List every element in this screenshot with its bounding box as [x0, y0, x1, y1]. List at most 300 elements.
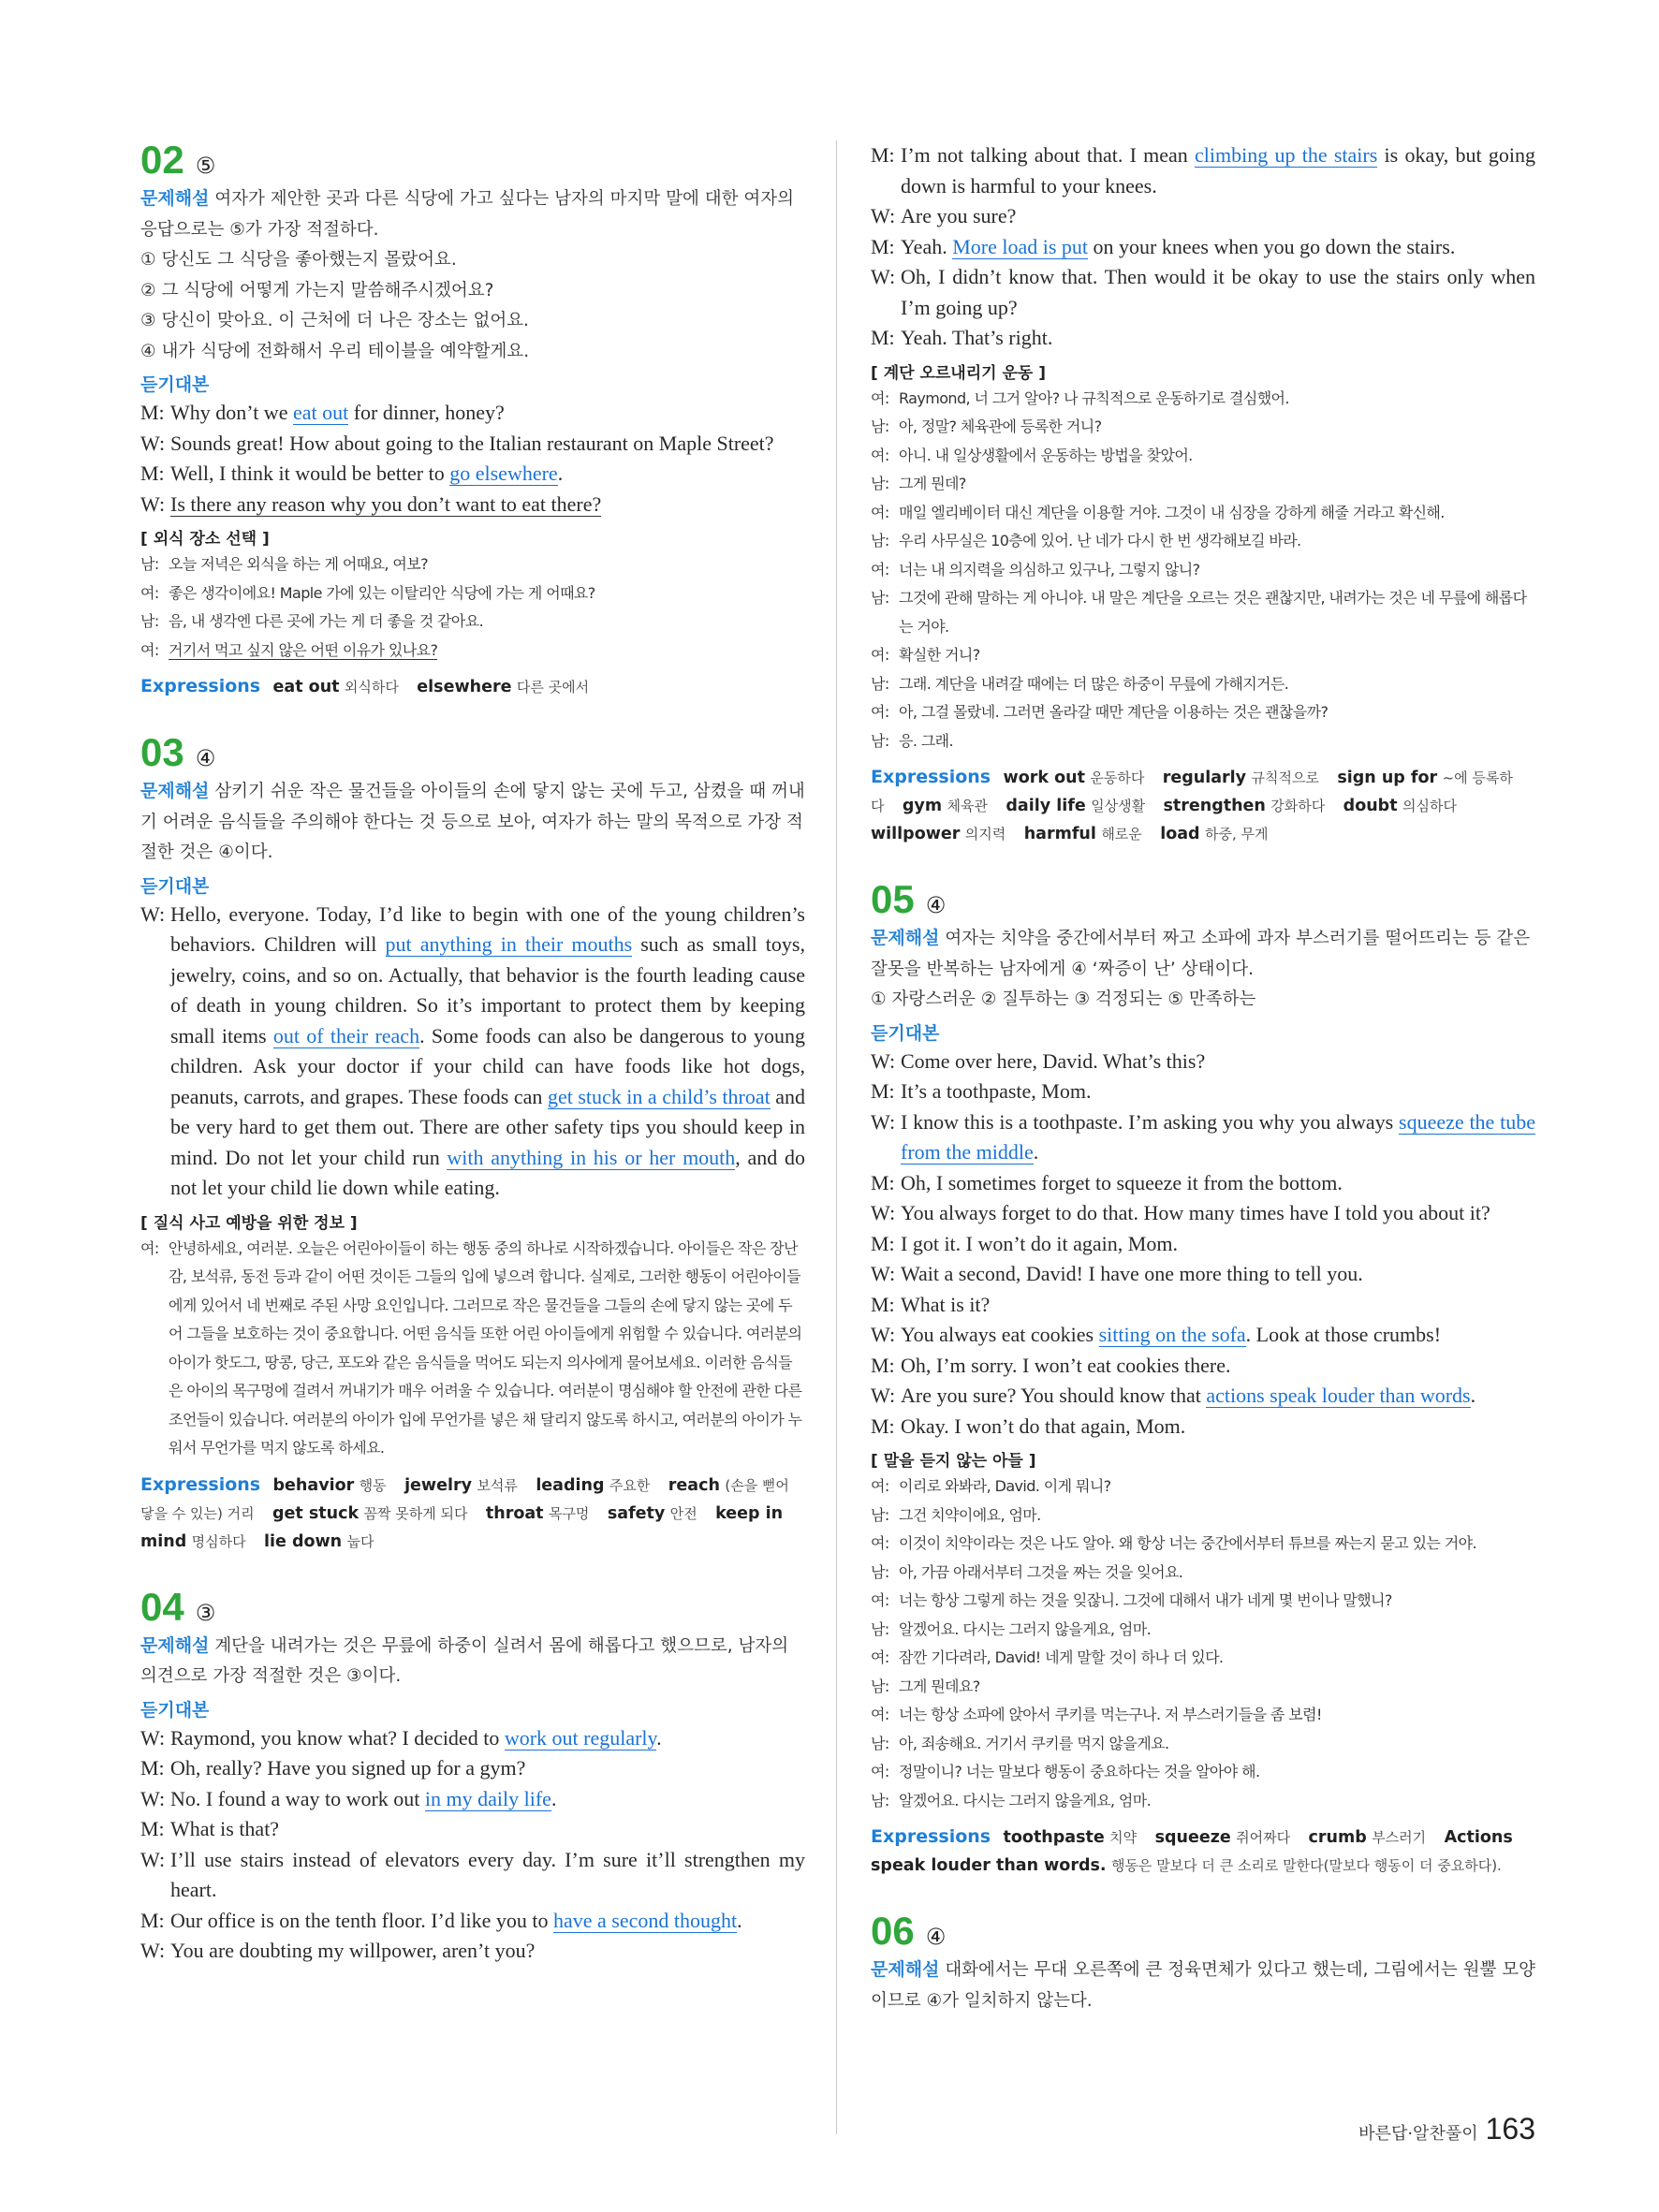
translation-text: 응. 그래. — [899, 731, 954, 750]
line-text: It’s a toothpaste, Mom. — [901, 1079, 1092, 1103]
speaker: W: — [871, 204, 896, 227]
question-header — [140, 730, 805, 774]
translation-line — [871, 499, 1535, 528]
line-text: . — [557, 461, 564, 485]
speaker: 남: — [871, 1791, 889, 1809]
answer-underline: 거기서 먹고 싶지 않은 어떤 이유가 있나요? — [169, 640, 438, 659]
line-text: is okay, but going down is harmful to your knees. — [901, 143, 1536, 198]
answer-mark: ④ — [925, 892, 947, 918]
line-text: , and do not let your child lie down while eating. — [170, 1145, 806, 1199]
translation-line — [871, 527, 1535, 556]
expr-word: doubt — [1343, 797, 1398, 815]
dialogue-line — [140, 1814, 805, 1845]
line-text: Are you sure? You should know that — [901, 1384, 1207, 1407]
expr-word: elsewhere — [417, 678, 512, 696]
speaker: M: — [871, 1079, 895, 1103]
speaker: 여: — [871, 1477, 889, 1495]
dialogue-line — [871, 232, 1535, 263]
answer-mark: ④ — [925, 1924, 947, 1950]
highlight-phrase: eat out — [292, 401, 349, 424]
question-header — [871, 1909, 1535, 1953]
translation-text: 음, 내 생각엔 다른 곳에 가는 게 더 좋을 것 같아요. — [169, 612, 484, 630]
translation-line — [140, 1235, 805, 1463]
question-number: 05 — [871, 877, 915, 921]
section-title: [ 계단 오르내리기 운동 ] — [871, 363, 1047, 383]
expr-meaning: 의심하다 — [1402, 798, 1457, 814]
expr-word: throat — [485, 1503, 544, 1523]
expr-word: safety — [607, 1503, 666, 1523]
line-text: You always eat cookies — [901, 1323, 1099, 1346]
expr-word: behavior — [272, 1475, 355, 1495]
explanation-text: 계단을 내려가는 것은 무릎에 하중이 실려서 몸에 해롭다고 했으므로, 남자의 의견으로 가장 적절한 것은 ③이다. — [140, 1635, 789, 1686]
line-text: Oh, I’m sorry. I won’t eat cookies there. — [901, 1353, 1231, 1377]
line-text: What is that? — [170, 1817, 280, 1840]
speaker: 남: — [871, 417, 889, 435]
translation-text: 아니. 내 일상생활에서 운동하는 방법을 찾았어. — [899, 446, 1193, 464]
highlight-phrase: have a second thought — [552, 1908, 738, 1932]
dialogue-line — [140, 1936, 805, 1967]
question-06 — [871, 1909, 1535, 2016]
expr-meaning: 일상생활 — [1091, 798, 1146, 814]
expr-word: keep in mind — [140, 1503, 784, 1551]
speaker: 남: — [871, 1562, 889, 1581]
dialogue-line — [871, 1107, 1535, 1168]
speaker: M: — [871, 1292, 895, 1316]
line-text: Oh, I didn’t know that. Then would it be okay to use the stairs only when I’m going up? — [901, 265, 1535, 319]
dialogue-line — [140, 490, 805, 520]
dialogue-line — [140, 1723, 805, 1754]
explanation — [140, 776, 805, 869]
page-number: 163 — [1485, 2112, 1535, 2146]
explanation-label: 문제해설 — [871, 1959, 940, 1980]
translation-line — [871, 641, 1535, 670]
expr-meaning: 눕다 — [346, 1532, 374, 1550]
dialogue-line — [871, 1290, 1535, 1321]
dialogue-line — [871, 1381, 1535, 1412]
line-text: Why don’t we — [170, 401, 293, 424]
dialogue-line — [871, 1412, 1535, 1443]
speaker: M: — [140, 461, 165, 485]
answer-mark: ④ — [195, 745, 216, 771]
question-03 — [140, 730, 806, 1556]
question-number: 03 — [140, 730, 184, 774]
speaker: 남: — [871, 1619, 889, 1638]
section-title: [ 질식 사고 예방을 위한 정보 ] — [140, 1213, 358, 1233]
translation-text: 너는 항상 그렇게 하는 것을 잊잖니. 그것에 대해서 내가 네게 몇 번이나 말했니? — [899, 1591, 1392, 1609]
answer-mark: ⑤ — [195, 153, 216, 179]
option-item: ② 그 식당에 어떻게 가는지 말씀해주시겠어요? — [140, 280, 494, 300]
explanation — [871, 923, 1535, 985]
line-text: . Look at those crumbs! — [1245, 1323, 1442, 1346]
question-header — [871, 877, 1535, 921]
expr-meaning: 해로운 — [1101, 826, 1142, 842]
speaker: M: — [140, 1756, 165, 1780]
speaker: M: — [140, 1817, 165, 1840]
expr-word: willpower — [871, 825, 961, 843]
dialogue-line — [140, 398, 805, 429]
speaker: W: — [140, 1725, 166, 1750]
speaker: 여: — [871, 1591, 889, 1609]
translation-text: 그게 뭔데요? — [899, 1677, 980, 1695]
line-text: Yeah. That’s right. — [901, 326, 1053, 349]
translation-line — [871, 1559, 1535, 1588]
option-list — [140, 245, 805, 367]
dialogue-line — [871, 1320, 1535, 1351]
speaker: W: — [871, 1201, 896, 1224]
explanation — [871, 1955, 1535, 2016]
option-item: ① 당신도 그 식당을 좋아했는지 몰랐어요. — [140, 250, 457, 270]
speaker: W: — [871, 1109, 896, 1134]
dialogue-line — [871, 1259, 1535, 1290]
translation-text: 아, 죄송해요. 거기서 쿠키를 먹지 않을게요. — [899, 1734, 1169, 1752]
translation-line — [871, 1530, 1535, 1559]
highlight-phrase: work out regularly — [504, 1725, 657, 1750]
speaker: M: — [140, 1908, 165, 1932]
dialogue-line — [871, 1229, 1535, 1260]
question-05 — [871, 877, 1535, 1880]
highlight-phrase: climbing up the stairs — [1195, 143, 1378, 167]
speaker: 남: — [140, 612, 159, 630]
explanation — [140, 1631, 805, 1692]
expr-word: sign up for — [1337, 769, 1438, 787]
expressions — [140, 1471, 805, 1556]
expr-meaning: 외식하다 — [344, 679, 399, 696]
speaker: W: — [140, 431, 166, 455]
expressions-label: Expressions — [871, 1826, 991, 1847]
translation-line — [871, 470, 1535, 499]
translation-text: 정말이니? 너는 말보다 행동이 중요하다는 것을 알아야 해. — [899, 1763, 1260, 1780]
line-text: . Some foods can also be dangerous to young children. Ask your doctor if your child can have foods like hot dogs, peanuts, carrots, and grapes. These foods can — [170, 1023, 806, 1108]
dialogue — [871, 140, 1535, 354]
line-text: I’ll use stairs instead of elevators every day. I’m sure it’ll strengthen my heart. — [170, 1847, 805, 1901]
line-text: Sounds great! How about going to the Italian restaurant on Maple Street? — [170, 431, 774, 455]
explanation-label: 문제해설 — [140, 781, 210, 801]
expr-word: toothpaste — [1003, 1828, 1105, 1847]
translation-text: 잠깐 기다려라, David! 네게 말할 것이 하나 더 있다. — [899, 1648, 1224, 1666]
translation-text: 알겠어요. 다시는 그러지 않을게요, 엄마. — [899, 1791, 1152, 1809]
translation-line — [871, 1616, 1535, 1645]
expr-meaning: 보석류 — [477, 1476, 518, 1494]
question-header — [140, 140, 805, 180]
dialogue-line — [140, 1753, 805, 1784]
explanation-text: 여자는 치약을 중간에서부터 짜고 소파에 과자 부스러기를 떨어뜨리는 등 같은 잘못을 반복하는 남자에게 ④ ‘짜증이 난’ 상태이다. — [871, 929, 1531, 979]
translation-line — [871, 1730, 1535, 1759]
expressions — [140, 672, 805, 701]
translation-text: 매일 엘리베이터 대신 계단을 이용할 거야. 그것이 내 심장을 강하게 해줄 거라고 확신해. — [899, 503, 1445, 521]
expr-word: reach — [668, 1475, 720, 1495]
speaker: W: — [871, 265, 896, 288]
speaker: 남: — [871, 475, 889, 492]
expressions-label: Expressions — [140, 1473, 261, 1495]
line-text: . — [551, 1786, 557, 1810]
speaker: 남: — [871, 1505, 889, 1524]
dialogue-line — [871, 262, 1535, 323]
dialogue-line — [871, 140, 1535, 201]
explanation-text: 삼키기 쉬운 작은 물건들을 아이들의 손에 닿지 않는 곳에 두고, 삼켰을 때 꺼내기 어려운 음식들을 주의해야 한다는 것 등으로 보아, 여자가 하는 말의 목적으로 가장 적절한 것은 ④이다. — [140, 782, 805, 862]
translation-text: 확실한 거니? — [899, 646, 980, 664]
left-column — [140, 140, 805, 1999]
column-divider — [836, 140, 837, 2134]
highlight-phrase: put anything in their mouths — [385, 932, 633, 956]
expressions-label: Expressions — [871, 767, 991, 787]
translation-text: 너는 항상 소파에 앉아서 쿠키를 먹는구나. 저 부스러기들을 좀 보렴! — [899, 1706, 1322, 1723]
speaker: 여: — [140, 583, 159, 602]
expr-word: lie down — [264, 1531, 343, 1551]
speaker: M: — [140, 401, 165, 424]
line-text: and be very hard to get them out. There are other safety tips you should keep in mind. Do not let your child run — [170, 1084, 806, 1169]
speaker: M: — [871, 234, 895, 258]
explanation-label: 문제해설 — [140, 188, 210, 209]
expressions — [871, 1823, 1535, 1880]
speaker: 남: — [871, 674, 889, 693]
question-header — [140, 1584, 805, 1629]
line-text: for dinner, honey? — [348, 401, 505, 424]
translation-line — [871, 385, 1535, 414]
translation-text: 알겠어요. 다시는 그러지 않을게요, 엄마. — [899, 1619, 1152, 1638]
speaker: 여: — [871, 1534, 889, 1552]
translation-text: 그래. 계단을 내려갈 때에는 더 많은 하중이 무릎에 가해지거든. — [899, 674, 1289, 693]
translation-text: 우리 사무실은 10층에 있어. 난 네가 다시 한 번 생각해보길 바라. — [899, 532, 1301, 549]
speaker: 여: — [871, 560, 889, 579]
speaker: M: — [871, 143, 895, 167]
translation-line — [871, 1502, 1535, 1531]
expr-meaning: 운동하다 — [1090, 769, 1145, 786]
expr-word: strengthen — [1163, 797, 1266, 815]
dialogue-line — [140, 1906, 805, 1937]
translation-text: 그게 뭔데? — [899, 475, 966, 492]
line-text: . — [656, 1725, 662, 1750]
line-text: Are you sure? — [901, 204, 1017, 227]
highlight-phrase: go elsewhere — [449, 461, 558, 485]
line-text: Oh, I sometimes forget to squeeze it from the bottom. — [901, 1170, 1343, 1194]
script-label: 듣기대본 — [871, 1022, 940, 1044]
dialogue-line — [140, 900, 805, 1204]
speaker: M: — [871, 1353, 895, 1377]
line-text: I’m not talking about that. I mean — [901, 143, 1196, 167]
highlight-phrase: out of their reach — [272, 1023, 420, 1047]
speaker: 남: — [871, 1734, 889, 1752]
line-text: Okay. I won’t do that again, Mom. — [901, 1414, 1186, 1438]
speaker: 남: — [871, 1677, 889, 1695]
dialogue — [140, 900, 805, 1204]
question-02 — [140, 140, 805, 701]
translation-text: Raymond, 너 그거 알아? 나 규칙적으로 운동하기로 결심했어. — [899, 388, 1289, 407]
speaker: 여: — [871, 503, 889, 521]
translation-line — [871, 556, 1535, 585]
explanation-text: 여자가 제안한 곳과 다른 식당에 가고 싶다는 남자의 마지막 말에 대한 여자의 응답으로는 ⑤가 가장 적절하다. — [140, 189, 795, 240]
right-column — [871, 140, 1535, 2048]
highlight-phrase: get stuck in a child’s throat — [547, 1084, 771, 1108]
translation-text: 그건 치약이에요, 엄마. — [899, 1505, 1041, 1524]
speaker: 여: — [871, 703, 889, 721]
expr-word: crumb — [1308, 1828, 1367, 1847]
dialogue-line — [140, 459, 805, 490]
dialogue-line — [871, 1168, 1535, 1199]
expr-word: gym — [902, 797, 943, 815]
expr-meaning: 행동은 말보다 더 큰 소리로 말한다(말보다 행동이 더 중요하다). — [1110, 1857, 1502, 1874]
line-text: such as small toys, jewelry, coins, and so on. Actually, that behavior is the fourth leading cause of death in young children. So it’s important to protect them by keeping small items — [170, 932, 805, 1047]
expr-word: load — [1160, 825, 1200, 843]
translation-line — [140, 550, 805, 579]
highlight-phrase: actions speak louder than words — [1206, 1384, 1471, 1407]
expr-word: eat out — [272, 678, 340, 696]
expr-meaning: 쥐어짜다 — [1236, 1829, 1291, 1846]
expressions-label: Expressions — [140, 676, 261, 696]
translation-text: 안녕하세요, 여러분. 오늘은 어린아이들이 하는 행동 중의 하나로 시작하겠습니다. 아이들은 작은 장난감, 보석류, 동전 등과 같이 어떤 것이든 그들의 입에 넣으려 합니다. 실제로, 그러한 행동이 어린아이들에게 있어서 네 번째로 주된 사망 요인입니다. 그러므로 작은 물건들을 그들의 손에 닿지 않는 곳에 두어 그들을 보호하는 것이 중요합니다. 어떤 음식들 또한 어린 아이들에게 위험할 수 있습니다. 여러분의 아이가 핫도그, 땅콩, 당근, 포도와 같은 음식들을 먹어도 되는지 의사에게 물어보세요. 이러한 음식들은 아이의 목구멍에 걸려서 꺼내기가 매우 어려울 수 있습니다. 여러분이 명심해야 할 안전에 관한 다른 조언들이 있습니다. 여러분의 아이가 입에 무언가를 넣은 채 달리지 않도록 하시고, 여러분의 아이가 누워서 무언가를 먹지 않도록 하세요. — [169, 1238, 802, 1457]
speaker: W: — [871, 1048, 896, 1073]
translation-text: 아, 가끔 아래서부터 그것을 짜는 것을 잊어요. — [899, 1562, 1183, 1581]
expr-word: regularly — [1162, 769, 1247, 787]
question-number: 04 — [140, 1584, 184, 1629]
translation-line — [871, 584, 1535, 641]
expr-meaning: 부스러기 — [1372, 1829, 1427, 1846]
speaker: 여: — [871, 1648, 889, 1666]
dialogue-line — [140, 1784, 805, 1815]
translation-text: 아, 정말? 체육관에 등록한 거니? — [899, 417, 1102, 435]
explanation-label: 문제해설 — [871, 928, 940, 948]
expr-meaning: (손을 뻗어 닿을 수 있는) 거리 — [140, 1476, 789, 1522]
script-label: 듣기대본 — [140, 875, 210, 897]
expr-meaning: 목구멍 — [548, 1504, 590, 1522]
explanation-label: 문제해설 — [140, 1634, 210, 1656]
translation-text: 그것에 관해 말하는 게 아니야. 내 말은 계단을 오르는 것은 괜찮지만, 내려가는 것은 네 무릎에 해롭다는 거야. — [899, 589, 1527, 636]
translation-line — [871, 698, 1535, 727]
expr-meaning: 강화하다 — [1270, 798, 1326, 814]
translation-text: 아, 그걸 몰랐네. 그러면 올라갈 때만 계단을 이용하는 것은 괜찮을까? — [899, 703, 1329, 721]
line-text: You always forget to do that. How many times have I told you about it? — [901, 1201, 1490, 1224]
translation-line — [871, 1673, 1535, 1702]
expr-meaning: 안전 — [669, 1504, 697, 1522]
expr-meaning: 주요한 — [609, 1476, 651, 1494]
speaker: 여: — [871, 1706, 889, 1723]
highlight-phrase: squeeze the tube from the middle — [901, 1109, 1535, 1164]
expr-word: work out — [1003, 769, 1085, 787]
translation-line — [871, 413, 1535, 442]
translation-line — [871, 1644, 1535, 1673]
speaker: 여: — [871, 646, 889, 664]
line-text: Well, I think it would be better to — [170, 461, 450, 485]
dialogue-line — [871, 323, 1535, 354]
line-text: Wait a second, David! I have one more thing to tell you. — [901, 1262, 1363, 1285]
expr-word: Actions speak louder than words. — [871, 1828, 1513, 1875]
section-title: [ 말을 듣지 않는 아들 ] — [871, 1452, 1036, 1471]
line-text: I know this is a toothpaste. I’m asking you why you always — [901, 1109, 1400, 1134]
question-number: 06 — [871, 1909, 915, 1953]
translation-line — [871, 670, 1535, 699]
expr-word: harmful — [1023, 825, 1096, 843]
line-text: . — [1033, 1140, 1039, 1164]
speaker: W: — [871, 1323, 896, 1346]
expr-meaning: 의지력 — [964, 826, 1006, 842]
speaker: W: — [140, 901, 166, 926]
translation-text: 좋은 생각이에요! Maple 가에 있는 이탈리안 식당에 가는 게 어때요? — [169, 583, 595, 602]
speaker: 여: — [871, 446, 889, 464]
dialogue-line — [871, 1198, 1535, 1229]
line-text: Yeah. — [901, 234, 953, 258]
translation-line — [871, 1587, 1535, 1616]
speaker: W: — [140, 491, 166, 516]
line-text: Our office is on the tenth floor. I’d like you to — [170, 1908, 553, 1932]
translation-line — [140, 579, 805, 608]
speaker: W: — [140, 1847, 166, 1871]
line-text: You are doubting my willpower, aren’t you? — [170, 1939, 536, 1962]
expr-word: get stuck — [272, 1503, 360, 1523]
speaker: 남: — [871, 532, 889, 549]
dialogue-line — [871, 1077, 1535, 1107]
speaker: M: — [871, 326, 895, 349]
translation-line — [871, 1787, 1535, 1816]
script-label: 듣기대본 — [140, 374, 210, 395]
line-text: I got it. I won’t do it again, Mom. — [901, 1231, 1178, 1255]
expr-meaning: ~에 등록하다 — [871, 769, 1513, 814]
speaker: 여: — [871, 388, 889, 407]
dialogue — [871, 1047, 1535, 1443]
translation-line — [871, 1472, 1535, 1502]
line-text: Come over here, David. What’s this? — [901, 1048, 1206, 1073]
speaker: 남: — [140, 555, 159, 573]
speaker: M: — [871, 1170, 895, 1194]
line-text: . — [1470, 1384, 1476, 1407]
speaker: 남: — [871, 589, 889, 607]
line-text: Oh, really? Have you signed up for a gym? — [170, 1756, 526, 1780]
dialogue-line — [871, 1351, 1535, 1382]
speaker: W: — [140, 1786, 166, 1810]
dialogue-line — [871, 1047, 1535, 1077]
explanation-text: 대화에서는 무대 오른쪽에 큰 정육면체가 있다고 했는데, 그림에서는 원뿔 모양이므로 ④가 일치하지 않는다. — [871, 1960, 1535, 2011]
highlight-phrase: in my daily life — [424, 1786, 551, 1810]
expr-meaning: 꼼짝 못하게 되다 — [363, 1504, 468, 1522]
expr-word: daily life — [1006, 797, 1086, 815]
highlight-phrase: with anything in his or her mouth — [447, 1145, 736, 1169]
line-text: . — [737, 1908, 742, 1932]
section-title: [ 외식 장소 선택 ] — [140, 530, 270, 549]
expr-word: leading — [536, 1475, 605, 1495]
answer-mark: ③ — [195, 1599, 216, 1626]
question-04 — [140, 1584, 805, 1967]
speaker: 여: — [140, 640, 159, 659]
answer-underline: Is there any reason why you don’t want to eat there? — [170, 491, 602, 516]
translation-text: 이리로 와봐라, David. 이게 뭐니? — [899, 1477, 1111, 1495]
expr-meaning: 행동 — [359, 1476, 387, 1494]
translation-line — [871, 727, 1535, 756]
line-text: No. I found a way to work out — [170, 1786, 425, 1810]
translation-line — [871, 442, 1535, 471]
speaker: W: — [871, 1262, 896, 1285]
expr-meaning: 다른 곳에서 — [516, 679, 590, 696]
speaker: 여: — [140, 1238, 159, 1257]
question-04-continued — [871, 140, 1535, 848]
speaker: M: — [871, 1414, 895, 1438]
option-list: ① 자랑스러운 ② 질투하는 ③ 걱정되는 ⑤ 만족하는 — [871, 989, 1256, 1009]
translation-line — [871, 1758, 1535, 1787]
expr-meaning: 치약 — [1109, 1829, 1138, 1846]
expr-meaning: 규칙적으로 — [1251, 769, 1319, 786]
translation-text: 이것이 치약이라는 것은 나도 알아. 왜 항상 너는 중간에서부터 튜브를 짜는지 묻고 있는 거야. — [899, 1534, 1476, 1552]
explanation — [140, 183, 805, 245]
expr-meaning: 명심하다 — [191, 1532, 246, 1550]
dialogue-line — [140, 1845, 805, 1906]
speaker: M: — [871, 1231, 895, 1255]
translation-line — [140, 637, 805, 666]
translation-text: 너는 내 의지력을 의심하고 있구나, 그렇지 않니? — [899, 560, 1200, 579]
script-label: 듣기대본 — [140, 1699, 210, 1721]
line-text: Raymond, you know what? I decided to — [170, 1725, 505, 1750]
translation-text: 오늘 저녁은 외식을 하는 게 어때요, 여보? — [169, 555, 428, 573]
speaker: W: — [871, 1384, 896, 1407]
expr-meaning: 하중, 무게 — [1204, 826, 1269, 842]
dialogue-line — [140, 429, 805, 460]
highlight-phrase: sitting on the sofa — [1098, 1323, 1246, 1346]
